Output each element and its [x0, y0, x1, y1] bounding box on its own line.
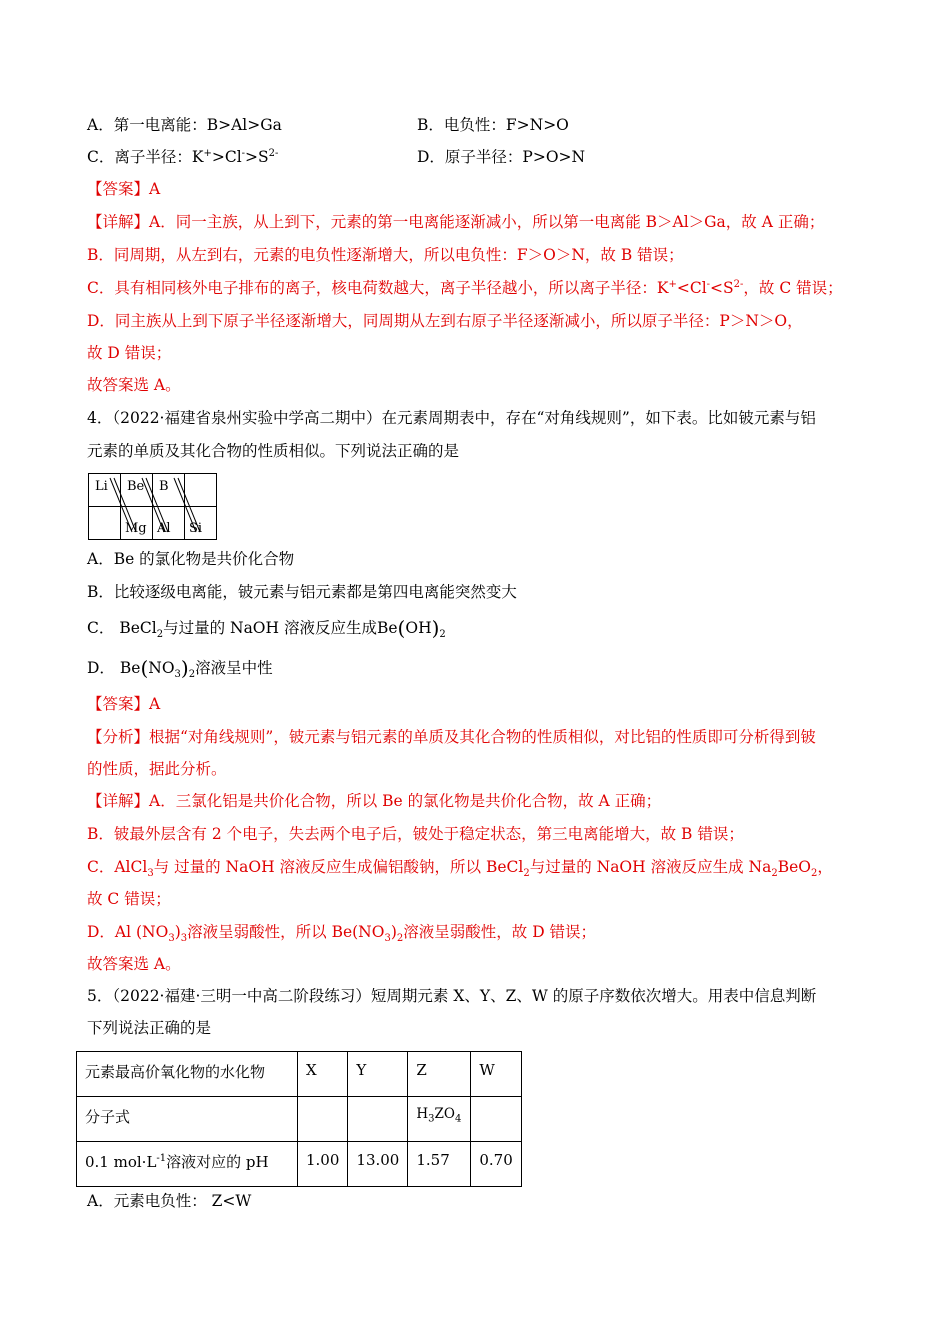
- q3-detail-line: 故 D 错误；: [87, 344, 172, 362]
- q4-option-d: D． $Be(NO_3)_2$溶液呈中性: [87, 656, 273, 681]
- q3-answer: 【答案】A: [87, 180, 161, 198]
- q4-option-a: A．Be 的氯化物是共价化合物: [87, 550, 295, 568]
- q3-option-c: C．离子半径：$K^+>Cl^->S^{2-}$: [87, 147, 279, 166]
- q3-detail-line: 【详解】A．同一主族，从上到下，元素的第一电离能逐渐减小，所以第一电离能 B＞Al＞Ga，故 A 正确；: [87, 213, 825, 231]
- q4-stem: 元素的单质及其化合物的性质相似。下列说法正确的是: [87, 442, 460, 460]
- table-cell: 0.70: [471, 1142, 521, 1187]
- diagonal-line: [146, 478, 168, 532]
- element-cell: Li: [89, 474, 121, 507]
- table-cell: 13.00: [348, 1142, 408, 1187]
- q5-stem: 5．（2022·福建·三明一中高二阶段练习）短周期元素 X、Y、Z、W 的原子序数依次增大。用表中信息判断: [87, 987, 817, 1005]
- q4-answer: 【答案】A: [87, 695, 161, 713]
- q4-option-c: C． BeCl$_2$与过量的 NaOH 溶液反应生成$Be(OH)_2$: [87, 616, 446, 641]
- diagonal-line: [110, 478, 132, 532]
- table-cell: 1.57: [408, 1142, 471, 1187]
- q3-option-a: A．第一电离能：B>Al>Ga: [87, 116, 282, 134]
- table-cell: [348, 1097, 408, 1142]
- q3-detail-line: C．具有相同核外电子排布的离子，核电荷数越大，离子半径越小，所以离子半径：$K^+<Cl^-<S^{2-}$，故 C 错误；: [87, 278, 843, 297]
- q5-stem: 下列说法正确的是: [87, 1019, 212, 1037]
- diagonal-line: [178, 478, 200, 532]
- q5-option-a: A．元素电负性： Z<W: [87, 1192, 252, 1210]
- diagonal-arrows: [88, 473, 218, 537]
- table-cell: Y: [348, 1052, 408, 1097]
- table-cell: W: [471, 1052, 521, 1097]
- element-cell: Mg: [121, 507, 153, 540]
- q4-detail-line: C．AlCl$_3$与 过量的 NaOH 溶液反应生成偏铝酸钠，所以 BeCl$_2$与过量的 NaOH 溶液反应生成 $Na_2BeO_2$，: [87, 858, 833, 880]
- element-cell: Be: [121, 474, 153, 507]
- diagonal-line: [142, 478, 164, 532]
- q4-analysis: 的性质，据此分析。: [87, 760, 227, 778]
- q4-detail-line: B．铍最外层含有 2 个电子，失去两个电子后，铍处于稳定状态，第三电离能增大，故 B 错误；: [87, 825, 744, 843]
- element-info-table: [76, 1051, 522, 1187]
- table-cell: 元素最高价氧化物的水化物: [77, 1052, 298, 1097]
- table-cell: X: [298, 1052, 348, 1097]
- q4-analysis: 【分析】根据“对角线规则”，铍元素与铝元素的单质及其化合物的性质相似，对比铝的性质即可分析得到铍: [87, 728, 816, 746]
- q4-stem: 4．（2022·福建省泉州实验中学高二期中）在元素周期表中，存在“对角线规则”，如下表。比如铍元素与铝: [87, 409, 816, 427]
- element-cell: B: [153, 474, 185, 507]
- q3-option-d: D．原子半径：P>O>N: [417, 148, 586, 166]
- q4-detail-line: 故答案选 A。: [87, 955, 181, 973]
- diagonal-line: [114, 478, 136, 532]
- table-cell: [298, 1097, 348, 1142]
- table-cell: 0.1 $mol\cdot L^{-1}$溶液对应的 pH: [77, 1142, 298, 1187]
- q3-detail-line: 故答案选 A。: [87, 376, 181, 394]
- q4-detail-line: 故 C 错误；: [87, 890, 171, 908]
- table-cell: $H_3ZO_4$: [408, 1097, 471, 1142]
- element-cell: Si: [185, 507, 217, 540]
- q3-detail-line: B．同周期，从左到右，元素的电负性逐渐增大，所以电负性：F＞O＞N，故 B 错误；: [87, 246, 684, 264]
- q4-option-b: B．比较逐级电离能，铍元素与铝元素都是第四电离能突然变大: [87, 583, 517, 601]
- q4-detail-line: D．Al $(NO_3)_3$溶液呈弱酸性，所以 $Be(NO_3)_2$溶液呈弱酸性，故 D 错误；: [87, 923, 597, 945]
- element-cell: Al: [153, 507, 185, 540]
- table-cell: 分子式: [77, 1097, 298, 1142]
- diagonal-line: [174, 478, 196, 532]
- q4-detail-line: 【详解】A．三氯化铝是共价化合物，所以 Be 的氯化物是共价化合物，故 A 正确；: [87, 792, 662, 810]
- table-cell: Z: [408, 1052, 471, 1097]
- table-cell: 1.00: [298, 1142, 348, 1187]
- table-cell: [471, 1097, 521, 1142]
- q3-detail-line: D．同主族从上到下原子半径逐渐增大，同周期从左到右原子半径逐渐减小，所以原子半径：P＞N＞O，: [87, 312, 803, 330]
- q3-option-b: B．电负性：F>N>O: [417, 116, 569, 134]
